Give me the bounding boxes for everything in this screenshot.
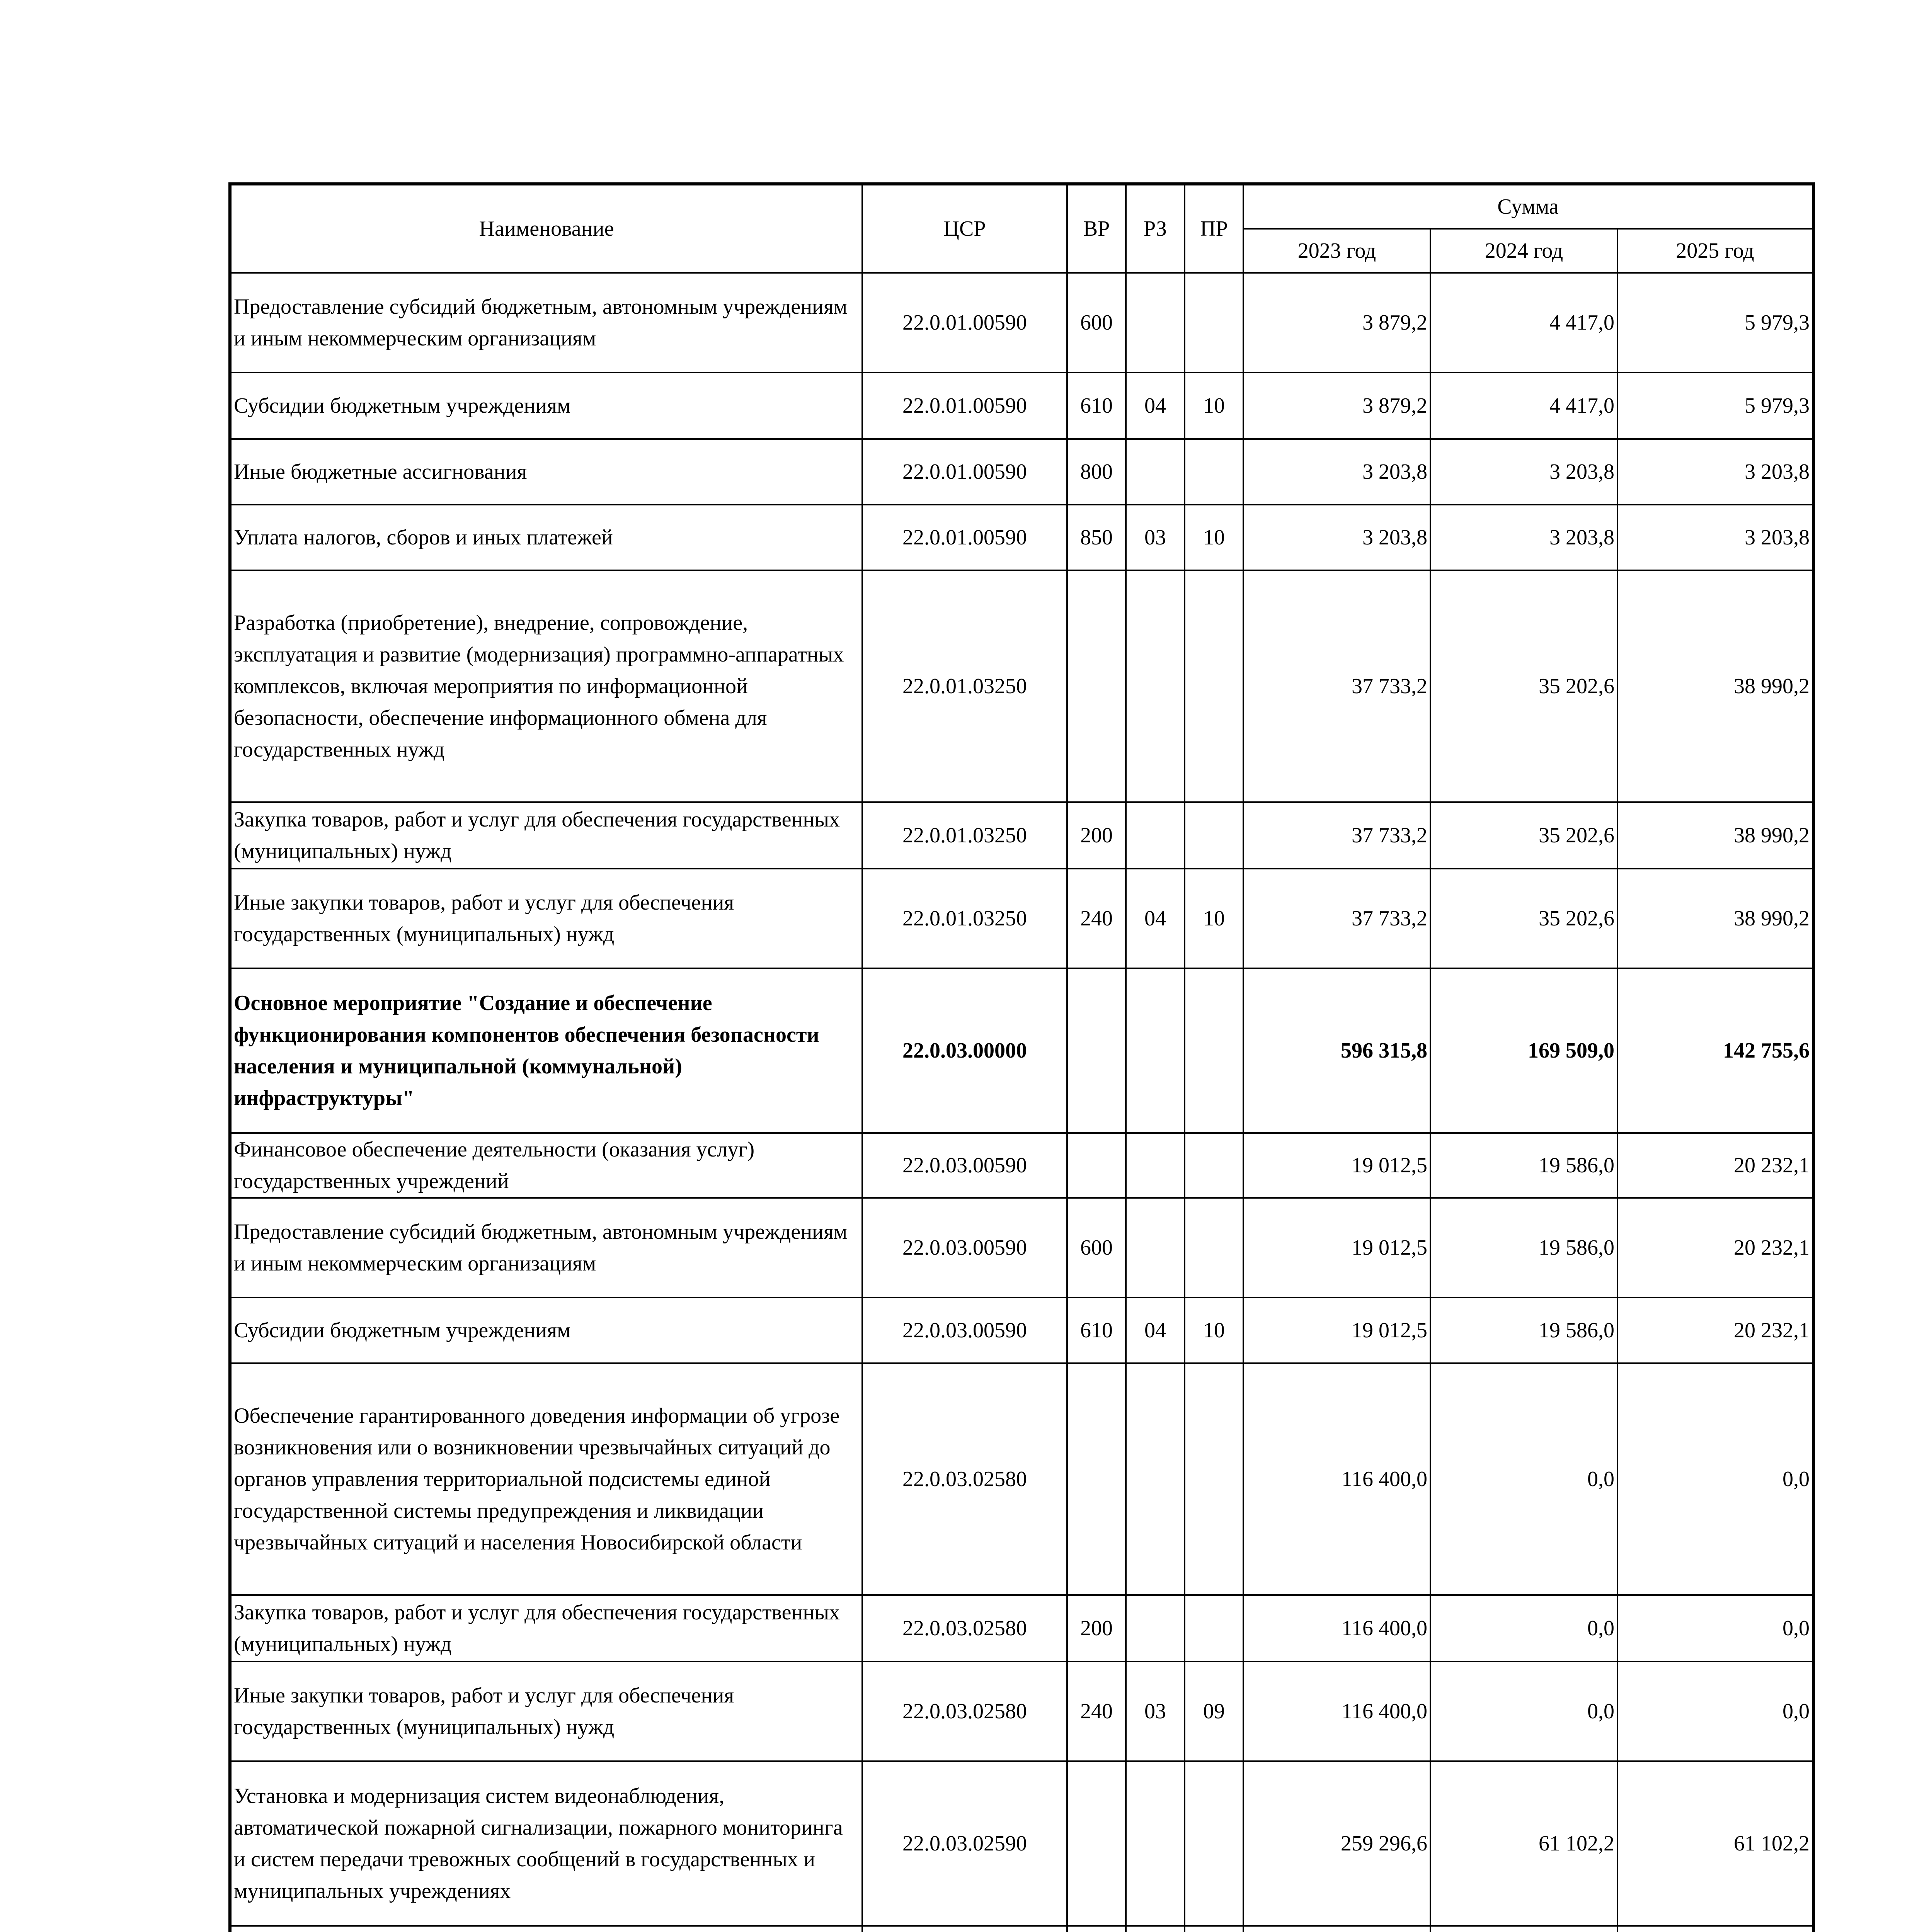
table-body (230, 273, 1813, 1932)
cell-y2025: 38 990,2 (1617, 802, 1813, 869)
cell-y2024: 4 417,0 (1430, 372, 1617, 439)
cell-y2025: 3 203,8 (1617, 439, 1813, 505)
cell-y2025 (1617, 1926, 1813, 1932)
cell-rz (1126, 1133, 1185, 1198)
table-row (230, 372, 1813, 439)
cell-y2024: 4 417,0 (1430, 273, 1617, 372)
cell-y2025: 3 203,8 (1617, 505, 1813, 570)
header-year-2025: 2025 год (1617, 229, 1813, 273)
table-row (230, 1926, 1813, 1932)
cell-name: Уплата налогов, сборов и иных платежей (230, 505, 862, 570)
table-row (230, 1363, 1813, 1595)
cell-y2025: 0,0 (1617, 1595, 1813, 1662)
cell-y2025: 0,0 (1617, 1363, 1813, 1595)
cell-y2024: 0,0 (1430, 1363, 1617, 1595)
cell-vr: 240 (1067, 1662, 1126, 1761)
header-sum: Сумма (1243, 184, 1813, 229)
cell-y2023: 3 203,8 (1243, 505, 1430, 570)
cell-rz: 04 (1126, 1298, 1185, 1363)
cell-pr (1185, 1133, 1243, 1198)
cell-pr: 10 (1185, 505, 1243, 570)
cell-y2025: 142 755,6 (1617, 968, 1813, 1133)
header-year-2024: 2024 год (1430, 229, 1617, 273)
cell-vr: 800 (1067, 439, 1126, 505)
cell-rz: 03 (1126, 1662, 1185, 1761)
cell-y2025: 20 232,1 (1617, 1198, 1813, 1298)
cell-y2025: 20 232,1 (1617, 1298, 1813, 1363)
cell-rz: 04 (1126, 869, 1185, 968)
cell-y2024: 35 202,6 (1430, 802, 1617, 869)
cell-vr: 850 (1067, 505, 1126, 570)
header-csr: ЦСР (862, 184, 1067, 273)
cell-name: Предоставление субсидий бюджетным, автономным учреждениям и иным некоммерческим организациям (230, 1198, 862, 1298)
cell-name: Предоставление субсидий бюджетным, автономным учреждениям и иным некоммерческим организациям (230, 273, 862, 372)
header-rz: РЗ (1126, 184, 1185, 273)
cell-y2024: 169 509,0 (1430, 968, 1617, 1133)
cell-y2025: 5 979,3 (1617, 372, 1813, 439)
cell-name: Установка и модернизация систем видеонаблюдения, автоматической пожарной сигнализации, пожарного мониторинга и систем передачи тревожных сообщений в государственных и муниципальных учреждениях (230, 1761, 862, 1926)
cell-vr (1067, 968, 1126, 1133)
cell-y2023: 259 296,6 (1243, 1761, 1430, 1926)
cell-y2024: 19 586,0 (1430, 1298, 1617, 1363)
cell-csr: 22.0.01.00590 (862, 372, 1067, 439)
cell-y2023: 3 879,2 (1243, 273, 1430, 372)
cell-rz (1126, 968, 1185, 1133)
table-row (230, 802, 1813, 869)
budget-table (228, 182, 1815, 1932)
cell-rz (1126, 1595, 1185, 1662)
table-row (230, 1662, 1813, 1761)
cell-csr: 22.0.01.00590 (862, 505, 1067, 570)
cell-csr: 22.0.03.00590 (862, 1198, 1067, 1298)
cell-y2024: 35 202,6 (1430, 570, 1617, 802)
cell-pr (1185, 802, 1243, 869)
header-name: Наименование (230, 184, 862, 273)
cell-y2023 (1243, 1926, 1430, 1932)
cell-y2023: 596 315,8 (1243, 968, 1430, 1133)
cell-csr: 22.0.03.02580 (862, 1595, 1067, 1662)
header-vr: ВР (1067, 184, 1126, 273)
cell-y2024: 35 202,6 (1430, 869, 1617, 968)
cell-pr: 10 (1185, 372, 1243, 439)
cell-pr (1185, 968, 1243, 1133)
cell-rz: 03 (1126, 505, 1185, 570)
table-row (230, 439, 1813, 505)
cell-csr: 22.0.03.00590 (862, 1298, 1067, 1363)
cell-vr: 600 (1067, 1198, 1126, 1298)
cell-y2024: 0,0 (1430, 1595, 1617, 1662)
cell-y2023: 116 400,0 (1243, 1363, 1430, 1595)
cell-name (230, 1926, 862, 1932)
cell-y2025: 38 990,2 (1617, 570, 1813, 802)
cell-y2025: 20 232,1 (1617, 1133, 1813, 1198)
table-row (230, 1595, 1813, 1662)
cell-csr: 22.0.01.03250 (862, 869, 1067, 968)
cell-rz: 04 (1126, 372, 1185, 439)
cell-rz (1126, 1198, 1185, 1298)
cell-pr: 10 (1185, 869, 1243, 968)
cell-csr: 22.0.03.02580 (862, 1363, 1067, 1595)
cell-name: Субсидии бюджетным учреждениям (230, 1298, 862, 1363)
cell-name: Закупка товаров, работ и услуг для обеспечения государственных (муниципальных) нужд (230, 1595, 862, 1662)
cell-name: Разработка (приобретение), внедрение, сопровождение, эксплуатация и развитие (модернизация) программно-аппаратных комплексов, включая мероприятия по информационной безопасности, обеспечение информационного обмена для государственных нужд (230, 570, 862, 802)
cell-y2023: 37 733,2 (1243, 869, 1430, 968)
cell-csr: 22.0.01.03250 (862, 802, 1067, 869)
cell-pr: 10 (1185, 1298, 1243, 1363)
cell-csr: 22.0.03.00000 (862, 968, 1067, 1133)
cell-rz (1126, 570, 1185, 802)
cell-csr: 22.0.03.02580 (862, 1662, 1067, 1761)
cell-y2024: 0,0 (1430, 1662, 1617, 1761)
cell-name: Обеспечение гарантированного доведения информации об угрозе возникновения или о возникновении чрезвычайных ситуаций до органов управления территориальной подсистемы единой государственной системы предупреждения и ликвидации чрезвычайных ситуаций и населения Новосибирской области (230, 1363, 862, 1595)
header-pr: ПР (1185, 184, 1243, 273)
cell-y2023: 116 400,0 (1243, 1595, 1430, 1662)
header-year-2023: 2023 год (1243, 229, 1430, 273)
cell-name: Иные бюджетные ассигнования (230, 439, 862, 505)
cell-vr (1067, 1761, 1126, 1926)
cell-vr: 200 (1067, 802, 1126, 869)
cell-pr: 09 (1185, 1662, 1243, 1761)
cell-rz (1126, 1761, 1185, 1926)
cell-y2024: 3 203,8 (1430, 439, 1617, 505)
cell-y2023: 37 733,2 (1243, 802, 1430, 869)
cell-name: Субсидии бюджетным учреждениям (230, 372, 862, 439)
cell-vr (1067, 1133, 1126, 1198)
cell-name: Основное мероприятие "Создание и обеспечение функционирования компонентов обеспечения безопасности населения и муниципальной (коммунальной) инфраструктуры" (230, 968, 862, 1133)
table-row (230, 968, 1813, 1133)
cell-pr (1185, 439, 1243, 505)
cell-name: Финансовое обеспечение деятельности (оказания услуг) государственных учреждений (230, 1133, 862, 1198)
cell-y2024 (1430, 1926, 1617, 1932)
cell-y2023: 19 012,5 (1243, 1198, 1430, 1298)
cell-pr (1185, 570, 1243, 802)
cell-name: Иные закупки товаров, работ и услуг для обеспечения государственных (муниципальных) нужд (230, 869, 862, 968)
cell-pr (1185, 1926, 1243, 1932)
cell-csr (862, 1926, 1067, 1932)
cell-csr: 22.0.03.00590 (862, 1133, 1067, 1198)
table-row (230, 1198, 1813, 1298)
cell-name: Закупка товаров, работ и услуг для обеспечения государственных (муниципальных) нужд (230, 802, 862, 869)
cell-csr: 22.0.01.00590 (862, 439, 1067, 505)
cell-vr: 610 (1067, 372, 1126, 439)
cell-vr (1067, 570, 1126, 802)
cell-pr (1185, 1198, 1243, 1298)
table-row (230, 1133, 1813, 1198)
cell-rz (1126, 1926, 1185, 1932)
cell-vr (1067, 1363, 1126, 1595)
cell-pr (1185, 1363, 1243, 1595)
cell-y2025: 38 990,2 (1617, 869, 1813, 968)
table-row (230, 1761, 1813, 1926)
cell-y2025: 5 979,3 (1617, 273, 1813, 372)
cell-vr: 600 (1067, 273, 1126, 372)
table-row (230, 1298, 1813, 1363)
cell-rz (1126, 802, 1185, 869)
cell-y2023: 3 203,8 (1243, 439, 1430, 505)
table-row (230, 570, 1813, 802)
table-row (230, 273, 1813, 372)
cell-pr (1185, 1761, 1243, 1926)
cell-y2025: 0,0 (1617, 1662, 1813, 1761)
cell-name: Иные закупки товаров, работ и услуг для обеспечения государственных (муниципальных) нужд (230, 1662, 862, 1761)
cell-y2024: 3 203,8 (1430, 505, 1617, 570)
cell-y2024: 19 586,0 (1430, 1133, 1617, 1198)
cell-y2024: 61 102,2 (1430, 1761, 1617, 1926)
table-row (230, 869, 1813, 968)
cell-vr (1067, 1926, 1126, 1932)
cell-y2025: 61 102,2 (1617, 1761, 1813, 1926)
cell-vr: 610 (1067, 1298, 1126, 1363)
cell-y2023: 116 400,0 (1243, 1662, 1430, 1761)
cell-csr: 22.0.01.00590 (862, 273, 1067, 372)
cell-rz (1126, 273, 1185, 372)
cell-y2023: 19 012,5 (1243, 1298, 1430, 1363)
cell-csr: 22.0.01.03250 (862, 570, 1067, 802)
cell-y2023: 37 733,2 (1243, 570, 1430, 802)
cell-pr (1185, 1595, 1243, 1662)
cell-y2023: 19 012,5 (1243, 1133, 1430, 1198)
cell-y2023: 3 879,2 (1243, 372, 1430, 439)
table-row (230, 505, 1813, 570)
cell-vr: 200 (1067, 1595, 1126, 1662)
cell-pr (1185, 273, 1243, 372)
cell-vr: 240 (1067, 869, 1126, 968)
cell-y2024: 19 586,0 (1430, 1198, 1617, 1298)
cell-csr: 22.0.03.02590 (862, 1761, 1067, 1926)
cell-rz (1126, 439, 1185, 505)
cell-rz (1126, 1363, 1185, 1595)
